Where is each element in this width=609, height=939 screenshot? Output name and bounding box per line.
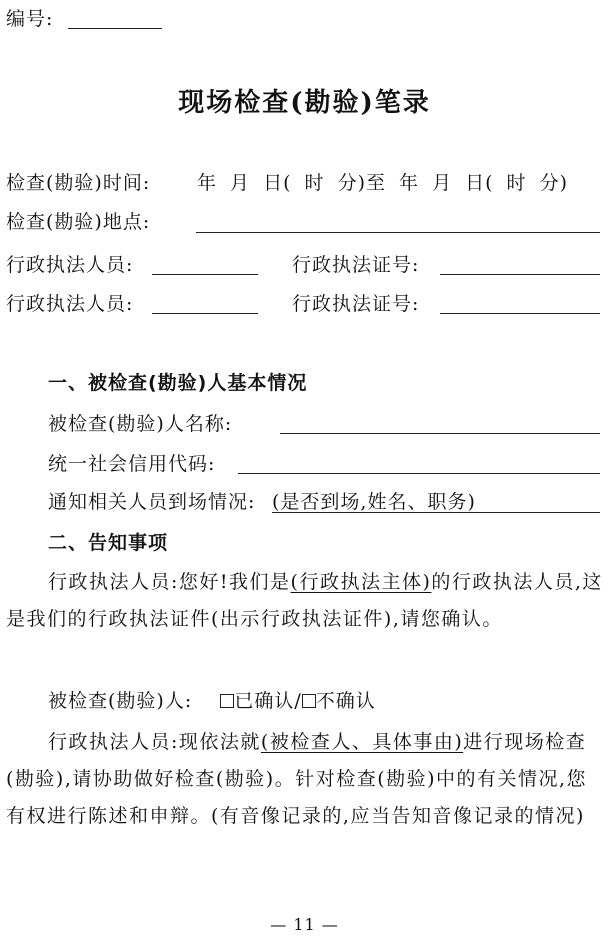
page-number: — 11 — (270, 915, 339, 934)
section-1-heading: 一、被检查(勘验)人基本情况 (48, 372, 308, 394)
officer-2-cert-label: 行政执法证号: (292, 293, 420, 315)
notify-label: 通知相关人员到场情况: (48, 491, 256, 513)
serial-field-line[interactable] (68, 28, 162, 29)
notice-1-text-after: 的行政执法人员,这是我们的行政执法证件(出示行政执法证件),请您确认。 (6, 571, 603, 630)
not-confirmed-option-label: 不确认 (315, 690, 376, 712)
notice-2-text-after: 进行现场检查(勘验),请协助做好检查(勘验)。针对检查(勘验)中的有关情况,您有权进行陈述和申辩。(有音像记录的,应当告知音像记录的情况) (6, 731, 588, 827)
notice-1-text-before: 行政执法人员:您好!我们是 (48, 571, 291, 593)
page-title: 现场检查(勘验)笔录 (178, 88, 431, 118)
inspection-location-label: 检查(勘验)地点: (6, 211, 151, 233)
notice-paragraph-1 (6, 564, 603, 638)
officer-1-cert-label: 行政执法证号: (292, 254, 420, 276)
officer-1-cert-field-line[interactable] (440, 274, 600, 275)
enforcement-body-field[interactable]: (行政执法主体) (290, 571, 432, 593)
officer-2-cert-field-line[interactable] (440, 313, 600, 314)
inspection-location-field-line[interactable] (196, 232, 600, 233)
confirmed-checkbox[interactable] (220, 694, 234, 708)
inspection-time-fields[interactable]: 年 月 日( 时 分)至 年 月 日( 时 分) (197, 172, 569, 194)
inspection-subject-field[interactable]: (被检查人、具体事由) (260, 731, 464, 753)
inspectee-name-field-line[interactable] (280, 433, 600, 434)
notice-paragraph-2 (6, 724, 603, 835)
confirm-row (48, 688, 376, 714)
officer-1-field-line[interactable] (152, 274, 258, 275)
officer-1-label: 行政执法人员: (6, 254, 134, 276)
notice-2-text-before: 行政执法人员:现依法就 (48, 731, 261, 753)
notify-field-line[interactable] (272, 512, 600, 513)
section-2-heading: 二、告知事项 (48, 532, 169, 554)
officer-2-field-line[interactable] (152, 313, 258, 314)
inspection-time-label: 检查(勘验)时间: (6, 172, 151, 194)
credit-code-field-line[interactable] (238, 473, 600, 474)
not-confirmed-checkbox[interactable] (302, 694, 316, 708)
confirmed-option-label: 已确认/ (234, 690, 302, 712)
officer-2-label: 行政执法人员: (6, 293, 134, 315)
inspectee-name-label: 被检查(勘验)人名称: (48, 413, 233, 435)
confirm-label: 被检查(勘验)人: (48, 690, 193, 712)
serial-label: 编号: (6, 8, 54, 30)
notify-hint: (是否到场,姓名、职务) (272, 491, 476, 513)
credit-code-label: 统一社会信用代码: (48, 453, 216, 475)
